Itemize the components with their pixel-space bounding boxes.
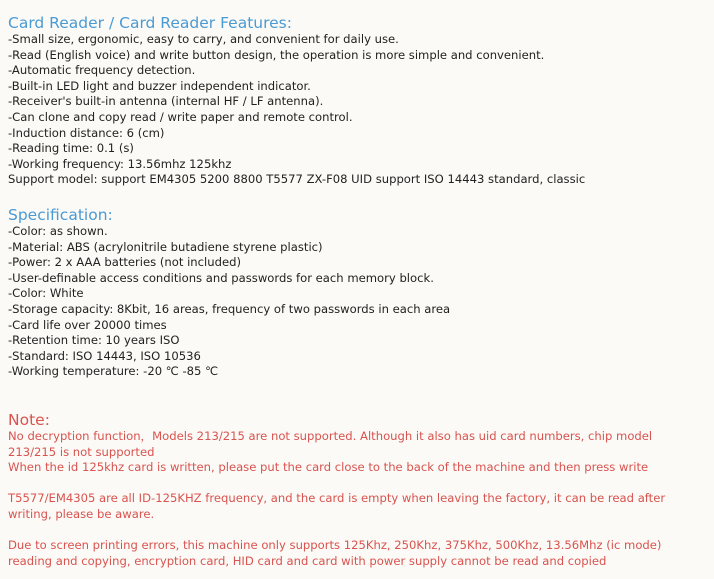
spec-item: -User-definable access conditions and passwords for each memory block. bbox=[8, 270, 434, 285]
note-frequency: T5577/EM4305 are all ID-125KHZ frequency, and the card is empty when leaving the factory, it can be read after writing, please be aware. bbox=[8, 491, 666, 521]
spec-item: -Power: 2 x AAA batteries (not included) bbox=[8, 255, 241, 270]
feature-item: -Automatic frequency detection. bbox=[8, 63, 196, 78]
spec-item: -Material: ABS (acrylonitrile butadiene styrene plastic) bbox=[8, 239, 323, 254]
feature-item: -Receiver's built-in antenna (internal HF / LF antenna). bbox=[8, 94, 324, 109]
spec-item: -Storage capacity: 8Kbit, 16 areas, frequency of two passwords in each area bbox=[8, 301, 451, 316]
specification-section bbox=[8, 206, 708, 380]
spec-item: -Color: White bbox=[8, 286, 84, 301]
feature-item: -Induction distance: 6 (cm) bbox=[8, 125, 165, 140]
note-screen-printing: Due to screen printing errors, this machine only supports 125Khz, 250Khz, 375Khz, 500Khz, 13.56Mhz (ic mode) reading and copying, encryption card, HID card and card with power supply cannot be read and copied bbox=[8, 538, 662, 568]
feature-item: -Can clone and copy read / write paper and remote control. bbox=[8, 109, 353, 124]
spec-item: -Color: as shown. bbox=[8, 224, 108, 238]
note-write-instruction: When the id 125khz card is written, please put the card close to the back of the machine and then press write bbox=[8, 460, 649, 475]
feature-item: -Working frequency: 13.56mhz 125khz bbox=[8, 156, 232, 171]
spec-item: -Card life over 20000 times bbox=[8, 317, 167, 332]
feature-item: -Reading time: 0.1 (s) bbox=[8, 141, 134, 156]
specification-heading: Specification: bbox=[8, 206, 113, 224]
feature-item: -Read (English voice) and write button design, the operation is more simple and convenient. bbox=[8, 47, 545, 62]
supported-models: Support model: support EM4305 5200 8800 T5577 ZX-F08 UID support ISO 14443 standard, classic bbox=[8, 172, 586, 187]
feature-item: -Small size, ergonomic, easy to carry, and convenient for daily use. bbox=[8, 32, 399, 46]
note-decryption: No decryption function，Models 213/215 are not supported. Although it also has uid card numbers, chip model 213/215 is not supported bbox=[8, 429, 653, 459]
spec-item: -Working temperature: -20 ℃ -85 ℃ bbox=[8, 364, 219, 379]
feature-item: -Built-in LED light and buzzer independent indicator. bbox=[8, 78, 311, 93]
spec-item: -Standard: ISO 14443, ISO 10536 bbox=[8, 348, 201, 363]
features-heading: Card Reader / Card Reader Features: bbox=[8, 14, 292, 32]
note-section bbox=[8, 411, 708, 569]
features-section bbox=[8, 14, 708, 188]
note-heading: Note: bbox=[8, 411, 50, 429]
spec-item: -Retention time: 10 years ISO bbox=[8, 333, 180, 348]
